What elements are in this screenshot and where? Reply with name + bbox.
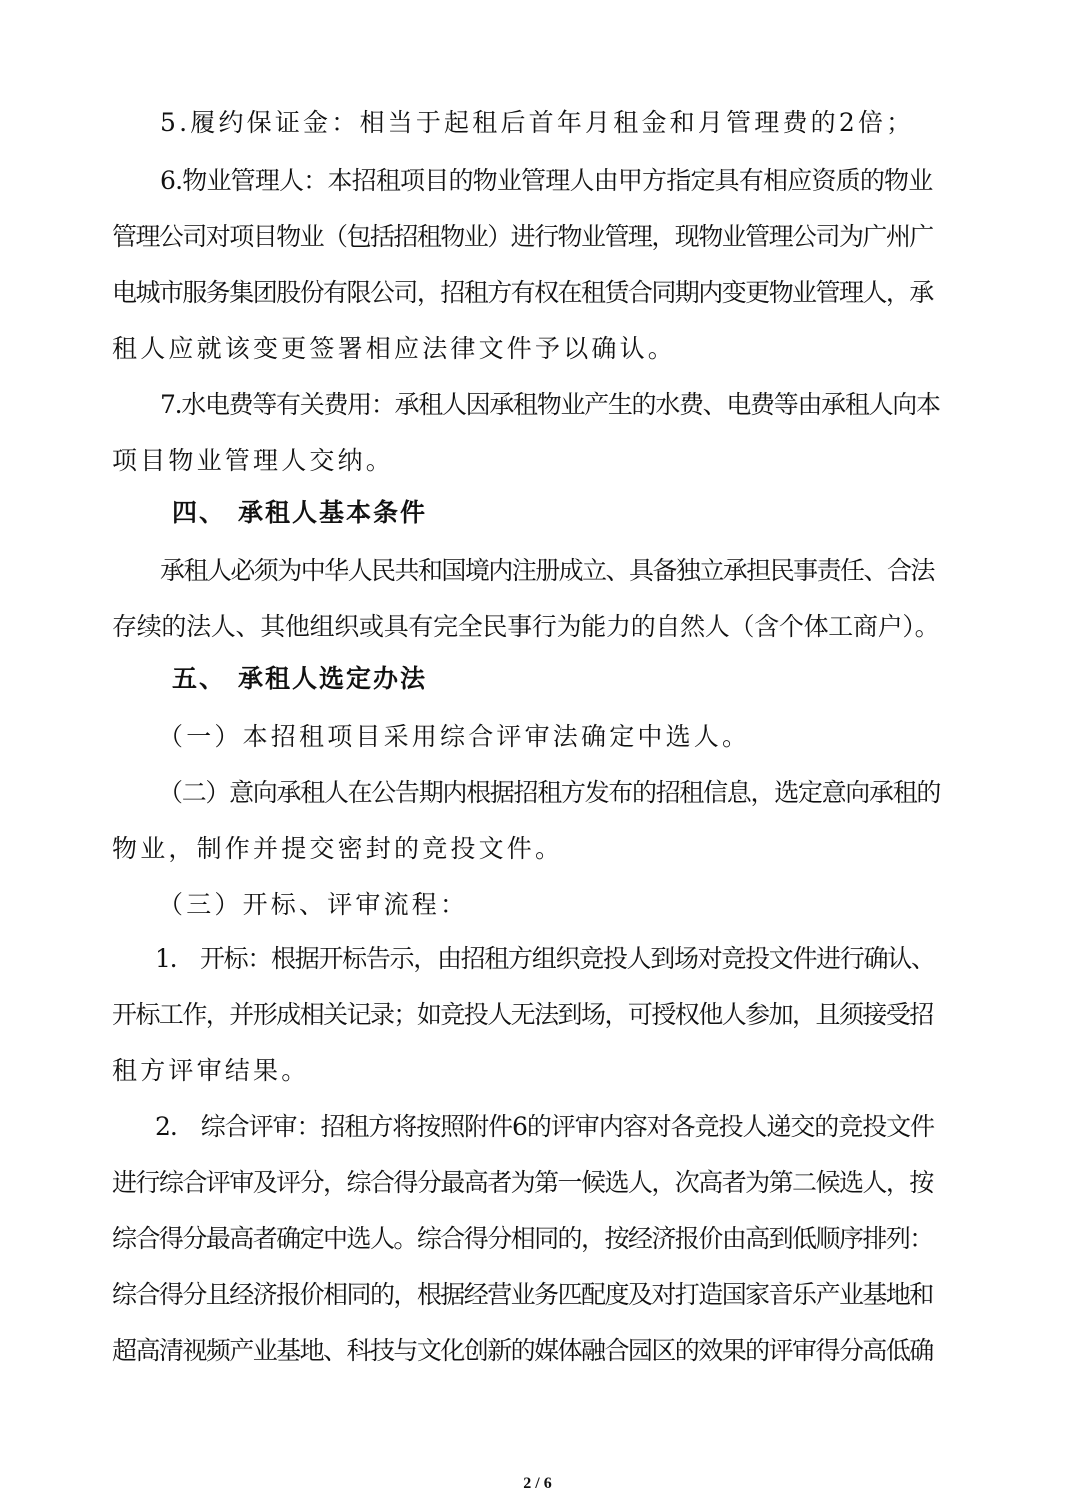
section-number: 四、: [172, 498, 227, 527]
paragraph-line: 5.履约保证金：相当于起租后首年月租金和月管理费的2倍；: [160, 108, 915, 137]
section-heading-4: [172, 498, 427, 528]
paragraph-line: 7.水电费等有关费用：承租人因承租物业产生的水费、电费等由承租人向本: [160, 390, 940, 419]
paragraph-line: （一）本招租项目采用综合评审法确定中选人。: [158, 722, 751, 751]
paragraph-line: 6.物业管理人：本招租项目的物业管理人由甲方指定具有相应资质的物业: [160, 166, 933, 195]
paragraph-line: 租人应就该变更签署相应法律文件予以确认。: [112, 334, 677, 363]
paragraph-line: 进行综合评审及评分，综合得分最高者为第一候选人，次高者为第二候选人，按: [112, 1168, 933, 1197]
paragraph-line: 1. 开标：根据开标告示，由招租方组织竞投人到场对竞投文件进行确认、: [155, 944, 935, 973]
paragraph-line: 管理公司对项目物业（包括招租物业）进行物业管理，现物业管理公司为广州广: [112, 222, 933, 251]
paragraph-line: 物业，制作并提交密封的竞投文件。: [112, 834, 564, 863]
paragraph-line: 存续的法人、其他组织或具有完全民事行为能力的自然人（含个体工商户）。: [112, 612, 940, 641]
paragraph-line: 承租人必须为中华人民共和国境内注册成立、具备独立承担民事责任、合法: [160, 556, 934, 585]
paragraph-line: （三）开标、评审流程：: [158, 890, 469, 919]
section-title: 承租人选定办法: [238, 664, 428, 693]
section-heading-5: [172, 664, 427, 694]
paragraph-line: 电城市服务集团股份有限公司，招租方有权在租赁合同期内变更物业管理人，承: [112, 278, 933, 307]
paragraph-line: 综合得分且经济报价相同的，根据经营业务匹配度及对打造国家音乐产业基地和: [112, 1280, 933, 1309]
paragraph-line: （二）意向承租人在公告期内根据招租方发布的招租信息，选定意向承租的: [158, 778, 941, 807]
paragraph-line: 超高清视频产业基地、科技与文化创新的媒体融合园区的效果的评审得分高低确: [112, 1336, 933, 1365]
paragraph-line: 开标工作，并形成相关记录；如竞投人无法到场，可授权他人参加，且须接受招: [112, 1000, 933, 1029]
section-number: 五、: [172, 664, 227, 693]
paragraph-line: 租方评审结果。: [112, 1056, 310, 1085]
section-title: 承租人基本条件: [238, 498, 428, 527]
paragraph-line: 2. 综合评审：招租方将按照附件6的评审内容对各竞投人递交的竞投文件: [155, 1112, 935, 1141]
paragraph-line: 项目物业管理人交纳。: [112, 446, 395, 475]
paragraph-line: 综合得分最高者确定中选人。综合得分相同的，按经济报价由高到低顺序排列：: [112, 1224, 933, 1253]
page-number: 2 / 6: [523, 1475, 552, 1492]
